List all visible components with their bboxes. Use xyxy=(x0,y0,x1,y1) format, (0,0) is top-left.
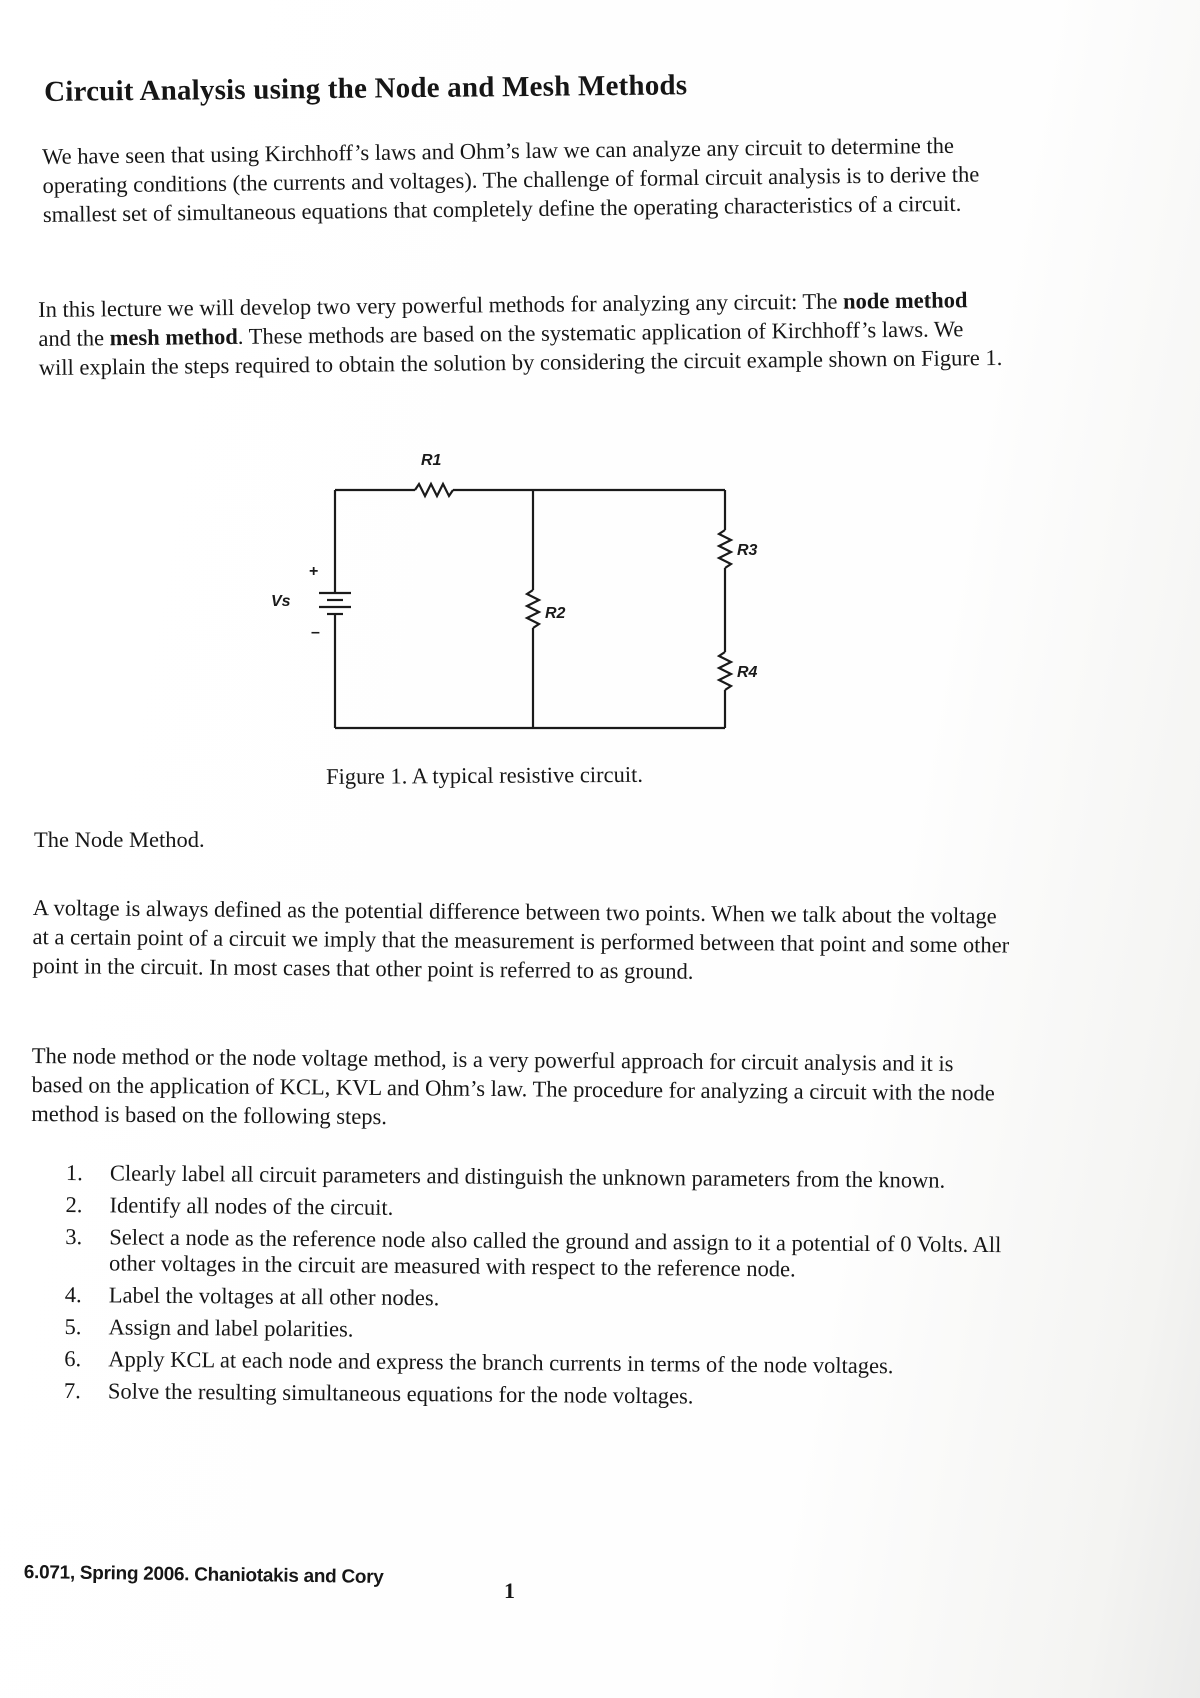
step-text: Label the voltages at all other nodes. xyxy=(108,1282,440,1311)
intro2-text-a: In this lecture we will develop two very powerful methods for analyzing any circuit: The xyxy=(38,288,844,322)
resistor-r4 xyxy=(719,652,731,690)
step-text: Clearly label all circuit parameters and distinguish the unknown parameters from the known. xyxy=(109,1160,946,1193)
list-item xyxy=(64,1346,1014,1380)
label-plus: + xyxy=(309,563,319,580)
step-number: 1. xyxy=(65,1160,83,1186)
label-vs: Vs xyxy=(271,593,291,610)
step-number: 4. xyxy=(64,1281,82,1308)
step-number: 3. xyxy=(65,1223,83,1250)
step-number: 6. xyxy=(64,1345,82,1372)
circuit-diagram xyxy=(255,440,815,750)
step-text: Select a node as the reference node also called the ground and assign to it a potential of 0 Volts. All other voltages in the circuit are measured with respect to the reference node. xyxy=(108,1224,1002,1282)
list-item xyxy=(64,1314,1014,1348)
mesh-method-term: mesh method xyxy=(109,323,238,351)
intro2-text-c: . These methods are based on the systematic application of Kirchhoff’s laws. We will explain the steps required to obtain the solution by considering the circuit example shown on Figure 1. xyxy=(38,316,1003,380)
label-minus: – xyxy=(311,624,320,641)
page-number: 1 xyxy=(504,1578,515,1603)
step-text: Apply KCL at each node and express the branch currents in terms of the node voltages. xyxy=(108,1346,894,1379)
list-item xyxy=(65,1192,1015,1226)
label-r2: R2 xyxy=(545,605,566,622)
step-text: Assign and label polarities. xyxy=(108,1314,354,1342)
label-r4: R4 xyxy=(737,664,758,681)
label-r3: R3 xyxy=(737,542,758,559)
node-method-term: node method xyxy=(842,287,968,314)
intro-paragraph-1: We have seen that using Kirchhoff’s laws and Ohm’s law we can analyze any circuit to determine the operating conditions (the currents and voltages). The challenge of formal circuit analysis is to derive the smallest set of simultaneous equations that completely define the operating characteristics of a circuit. xyxy=(42,132,980,227)
figure-caption: Figure 1. A typical resistive circuit. xyxy=(326,761,643,789)
node-paragraph-2: The node method or the node voltage method, is a very powerful approach for circuit analysis and it is based on the application of KCL, KVL and Ohm’s law. The procedure for analyzing a circuit with the node method is based on the following steps. xyxy=(31,1042,995,1130)
step-number: 5. xyxy=(64,1313,82,1340)
list-item xyxy=(65,1224,1015,1284)
step-text: Identify all nodes of the circuit. xyxy=(109,1192,394,1220)
label-r1: R1 xyxy=(421,452,442,469)
list-item xyxy=(64,1378,1014,1412)
section-heading: The Node Method. xyxy=(34,827,205,852)
intro2-text-b: and the xyxy=(38,325,110,351)
page-title: Circuit Analysis using the Node and Mesh Methods xyxy=(44,69,688,108)
footer-credit: 6.071, Spring 2006. Chaniotakis and Cory xyxy=(23,1562,384,1589)
list-item xyxy=(65,1282,1015,1316)
resistor-r2 xyxy=(527,590,539,628)
resistor-r1 xyxy=(415,484,453,496)
node-paragraph-1: A voltage is always defined as the potential difference between two points. When we talk about the voltage at a certain point of a circuit we imply that the measurement is performed between that point and some other point in the circuit. In most cases that other point is referred to as ground. xyxy=(32,894,1010,984)
list-item xyxy=(66,1160,1016,1194)
step-number: 2. xyxy=(65,1191,83,1218)
intro-paragraph-2 xyxy=(38,285,1004,382)
resistor-r3 xyxy=(719,530,731,568)
step-number: 7. xyxy=(63,1377,81,1404)
step-text: Solve the resulting simultaneous equations for the node voltages. xyxy=(107,1378,694,1409)
steps-list xyxy=(64,1160,1016,1418)
